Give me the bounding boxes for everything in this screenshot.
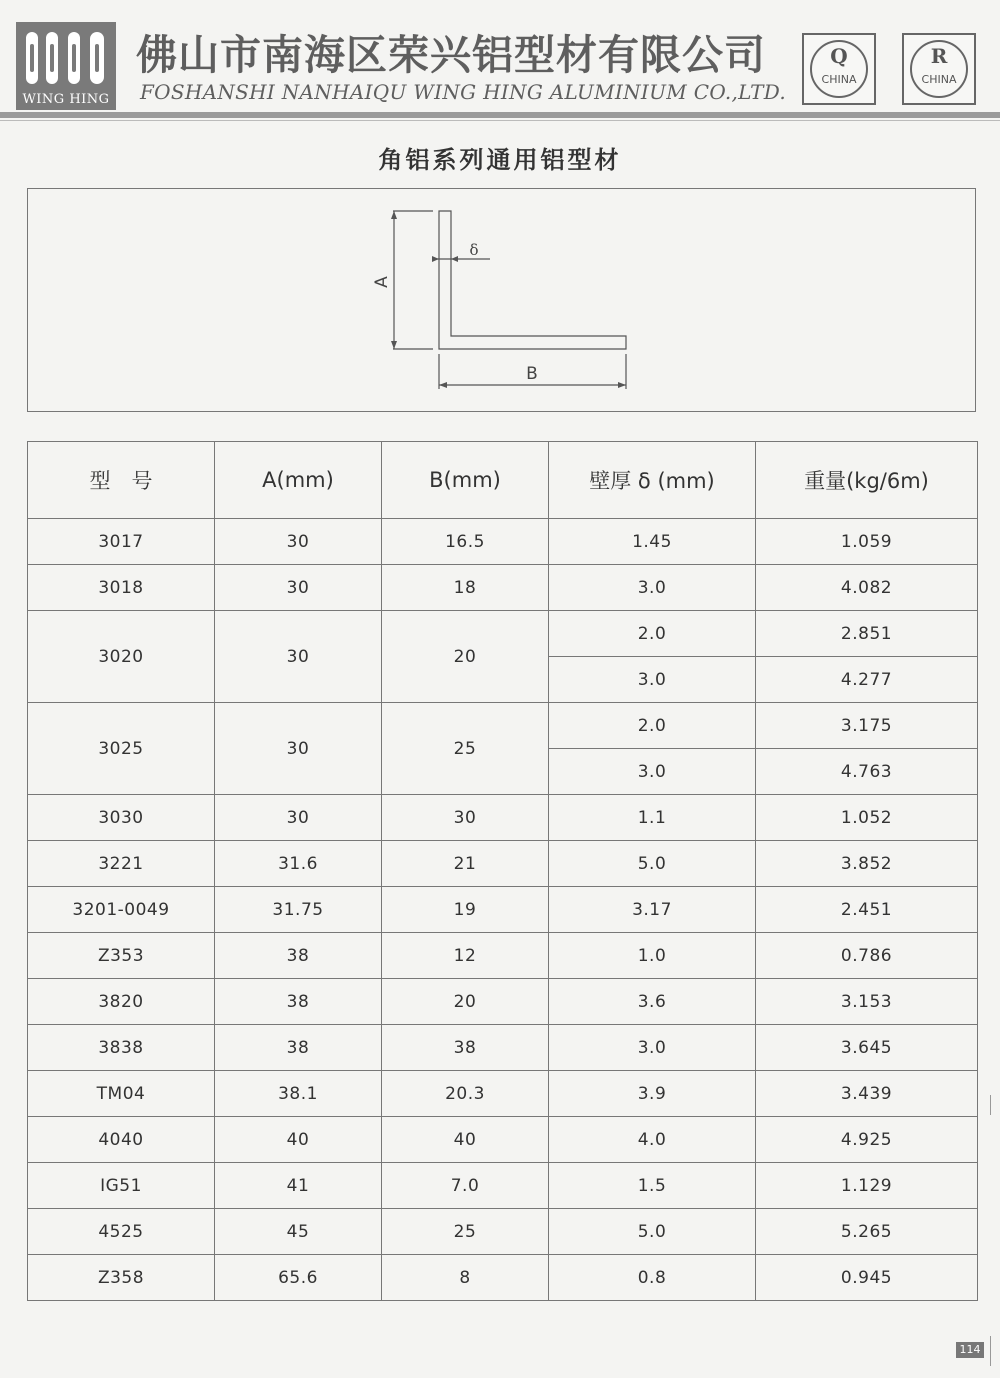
cert-label: CHINA	[821, 73, 857, 86]
cell-model: 3030	[28, 795, 215, 841]
cell-thickness: 0.8	[549, 1255, 756, 1301]
cert-badge-q	[802, 33, 876, 105]
company-logo	[16, 22, 116, 110]
cell-model: 3017	[28, 519, 215, 565]
profile-diagram	[27, 188, 976, 412]
cell-b: 7.0	[382, 1163, 549, 1209]
cert-badge-r	[902, 33, 976, 105]
table-row	[28, 795, 978, 841]
header-b: B(mm)	[382, 442, 549, 519]
cell-b: 40	[382, 1117, 549, 1163]
cell-a: 30	[215, 519, 382, 565]
cell-b: 12	[382, 933, 549, 979]
cell-thickness: 4.0	[549, 1117, 756, 1163]
cell-thickness: 1.45	[549, 519, 756, 565]
cell-a: 40	[215, 1117, 382, 1163]
header-divider-thin	[0, 120, 1000, 121]
cell-model: 4525	[28, 1209, 215, 1255]
header-weight: 重量(kg/6m)	[756, 442, 978, 519]
cell-a: 38	[215, 933, 382, 979]
cell-thickness: 5.0	[549, 841, 756, 887]
table-row	[28, 565, 978, 611]
header-divider	[0, 112, 1000, 118]
dimension-label-b: B	[526, 364, 538, 384]
cell-thickness: 3.17	[549, 887, 756, 933]
header-thickness: 壁厚 δ (mm)	[549, 442, 756, 519]
cell-b: 25	[382, 1209, 549, 1255]
cell-model: 3201-0049	[28, 887, 215, 933]
cell-model: Z353	[28, 933, 215, 979]
cell-weight: 3.153	[756, 979, 978, 1025]
edge-mark	[990, 1336, 991, 1366]
page-header	[0, 0, 1000, 118]
cell-thickness: 1.5	[549, 1163, 756, 1209]
cell-weight: 2.451	[756, 887, 978, 933]
cell-weight: 2.851	[756, 611, 978, 657]
cell-a: 30	[215, 611, 382, 703]
company-name-chinese: 佛山市南海区荣兴铝型材有限公司	[136, 31, 766, 79]
cell-b: 8	[382, 1255, 549, 1301]
cell-a: 31.75	[215, 887, 382, 933]
cell-b: 20	[382, 611, 549, 703]
cell-a: 45	[215, 1209, 382, 1255]
cell-model: Z358	[28, 1255, 215, 1301]
cell-b: 19	[382, 887, 549, 933]
cell-weight: 3.852	[756, 841, 978, 887]
table-row	[28, 1071, 978, 1117]
cell-thickness: 3.0	[549, 657, 756, 703]
cell-thickness: 3.0	[549, 749, 756, 795]
spec-table	[27, 441, 978, 1301]
cell-b: 38	[382, 1025, 549, 1071]
cell-thickness: 2.0	[549, 611, 756, 657]
cell-weight: 3.175	[756, 703, 978, 749]
cell-b: 25	[382, 703, 549, 795]
cell-weight: 1.052	[756, 795, 978, 841]
edge-mark	[990, 1095, 991, 1115]
cell-thickness: 3.9	[549, 1071, 756, 1117]
cell-thickness: 3.0	[549, 565, 756, 611]
company-name-english: FOSHANSHI NANHAIQU WING HING ALUMINIUM CO.,LTD.	[140, 80, 787, 104]
table-row	[28, 1117, 978, 1163]
cell-weight: 1.059	[756, 519, 978, 565]
cell-model: 4040	[28, 1117, 215, 1163]
table-row	[28, 887, 978, 933]
cell-model: 3020	[28, 611, 215, 703]
cell-weight: 4.082	[756, 565, 978, 611]
cell-a: 30	[215, 795, 382, 841]
logo-text: WING HING	[22, 92, 110, 107]
cell-a: 65.6	[215, 1255, 382, 1301]
cell-weight: 0.945	[756, 1255, 978, 1301]
cell-weight: 3.439	[756, 1071, 978, 1117]
cell-model: IG51	[28, 1163, 215, 1209]
cell-model: 3018	[28, 565, 215, 611]
table-row	[28, 1163, 978, 1209]
cell-thickness: 3.0	[549, 1025, 756, 1071]
cell-model: 3221	[28, 841, 215, 887]
page-number: 114	[956, 1342, 984, 1358]
cell-thickness: 1.1	[549, 795, 756, 841]
cell-weight: 5.265	[756, 1209, 978, 1255]
cell-model: 3838	[28, 1025, 215, 1071]
cert-label: CHINA	[921, 73, 957, 86]
cell-weight: 4.277	[756, 657, 978, 703]
cell-b: 21	[382, 841, 549, 887]
table-row	[28, 611, 978, 657]
cell-a: 38	[215, 979, 382, 1025]
table-row	[28, 519, 978, 565]
cell-a: 30	[215, 565, 382, 611]
table-row	[28, 1209, 978, 1255]
cell-weight: 0.786	[756, 933, 978, 979]
cell-model: 3820	[28, 979, 215, 1025]
table-row	[28, 979, 978, 1025]
cell-a: 30	[215, 703, 382, 795]
table-header-row	[28, 442, 978, 519]
cell-b: 20.3	[382, 1071, 549, 1117]
cell-weight: 3.645	[756, 1025, 978, 1071]
table-body	[28, 519, 978, 1301]
cell-weight: 4.763	[756, 749, 978, 795]
cell-thickness: 5.0	[549, 1209, 756, 1255]
angle-profile-shape	[439, 211, 626, 349]
cell-a: 31.6	[215, 841, 382, 887]
cert-letter: R	[930, 44, 948, 68]
cert-letter: Q	[830, 44, 848, 68]
cell-thickness: 1.0	[549, 933, 756, 979]
cell-thickness: 3.6	[549, 979, 756, 1025]
dimension-label-delta: δ	[469, 241, 479, 259]
cell-b: 20	[382, 979, 549, 1025]
header-model: 型 号	[28, 442, 215, 519]
cell-thickness: 2.0	[549, 703, 756, 749]
header-a: A(mm)	[215, 442, 382, 519]
cell-a: 38	[215, 1025, 382, 1071]
cell-model: TM04	[28, 1071, 215, 1117]
dimension-label-a: A	[372, 276, 392, 288]
cell-b: 18	[382, 565, 549, 611]
page-title: 角铝系列通用铝型材	[378, 146, 622, 174]
angle-profile-drawing	[28, 189, 975, 411]
cell-b: 16.5	[382, 519, 549, 565]
table-row	[28, 703, 978, 749]
cell-weight: 4.925	[756, 1117, 978, 1163]
cell-a: 38.1	[215, 1071, 382, 1117]
table-row	[28, 933, 978, 979]
table-row	[28, 1255, 978, 1301]
cell-a: 41	[215, 1163, 382, 1209]
cell-b: 30	[382, 795, 549, 841]
cell-weight: 1.129	[756, 1163, 978, 1209]
table-row	[28, 841, 978, 887]
cell-model: 3025	[28, 703, 215, 795]
table-row	[28, 1025, 978, 1071]
